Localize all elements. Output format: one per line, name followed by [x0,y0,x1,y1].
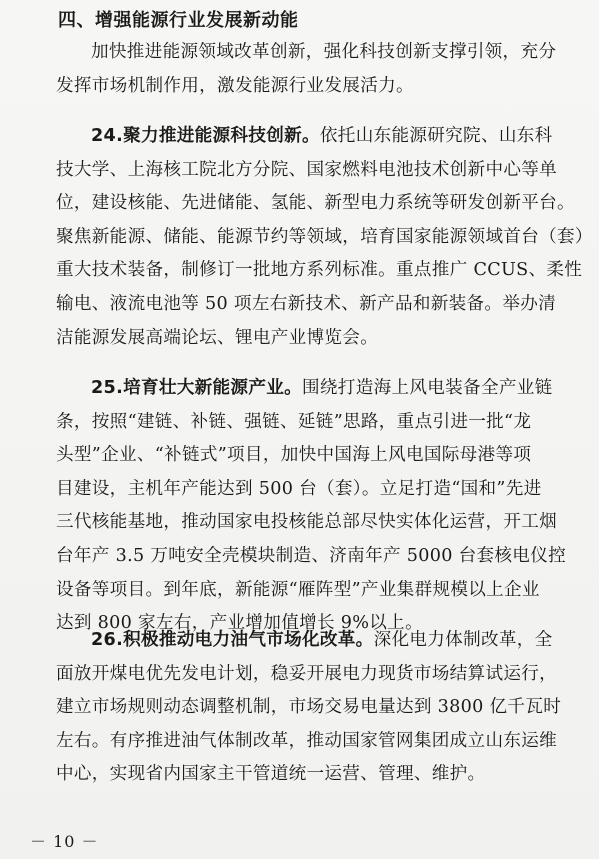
intro-paragraph [56,36,596,103]
item-26-paragraph [56,624,596,792]
section-heading: 四、增强能源行业发展新动能 [58,10,299,31]
paragraph-line: 台年产 3.5 万吨安全壳模块制造、济南年产 5000 台套核电仪控 [56,545,566,566]
item-24-lead: 24.聚力推进能源科技创新。 [91,126,320,146]
paragraph-line: 洁能源发展高端论坛、锂电产业博览会。 [56,327,379,348]
paragraph-line: 面放开煤电优先发电计划，稳妥开展电力现货市场结算试运行， [56,663,558,684]
paragraph-line: 中心，实现省内国家主干管道统一运营、管理、维护。 [56,764,486,785]
paragraph-line: 条，按照“建链、补链、强链、延链”思路，重点引进一批“龙 [56,411,532,432]
paragraph-line: 聚焦新能源、储能、能源节约等领域，培育国家能源领域首台（套） [56,226,593,247]
paragraph-line [56,372,596,406]
item-26-lead: 26.积极推动电力油气市场化改革。 [91,630,374,650]
paragraph-line [56,624,596,658]
paragraph-line: 目建设，主机年产能达到 500 台（套）。立足打造“国和”先进 [56,478,542,499]
paragraph-line: 三代核能基地，推动国家电投核能总部尽快实体化运营，开工烟 [56,512,558,533]
paragraph-line: 头型”企业、“补链式”项目，加快中国海上风电国际母港等项 [56,445,532,466]
item-24-paragraph [56,120,596,355]
paragraph-line: 左右。有序推进油气体制改革，推动国家管网集团成立山东运维 [56,730,558,751]
paragraph-text: 依托山东能源研究院、山东科 [319,126,553,146]
paragraph-text: 深化电力体制改革，全 [373,630,553,650]
paragraph-line: 技大学、上海核工院北方分院、国家燃料电池技术创新中心等单 [56,159,558,180]
paragraph-line: 重大技术装备，制修订一批地方系列标准。重点推广 CCUS、柔性 [56,260,583,281]
paragraph-line: 发挥市场机制作用，激发能源行业发展活力。 [56,75,414,96]
paragraph-text: 围绕打造海上风电装备全产业链 [302,378,553,398]
item-25-paragraph [56,372,596,641]
paragraph-line: 输电、液流电池等 50 项左右新技术、新产品和新装备。举办清 [56,293,557,314]
paragraph-line: 位，建设核能、先进储能、氢能、新型电力系统等研发创新平台。 [56,193,575,214]
item-25-lead: 25.培育壮大新能源产业。 [91,378,303,398]
paragraph-line [56,120,596,154]
paragraph-line: 设备等项目。到年底，新能源“雁阵型”产业集群规模以上企业 [56,579,540,600]
paragraph-line: 达到 800 家左右，产业增加值增长 9%以上。 [56,613,423,634]
paragraph-line: 加快推进能源领域改革创新，强化科技创新支撑引领，充分 [91,42,557,62]
paragraph-line: 建立市场规则动态调整机制，市场交易电量达到 3800 亿千瓦时 [56,697,562,718]
page-number: － 10 － [30,832,99,851]
